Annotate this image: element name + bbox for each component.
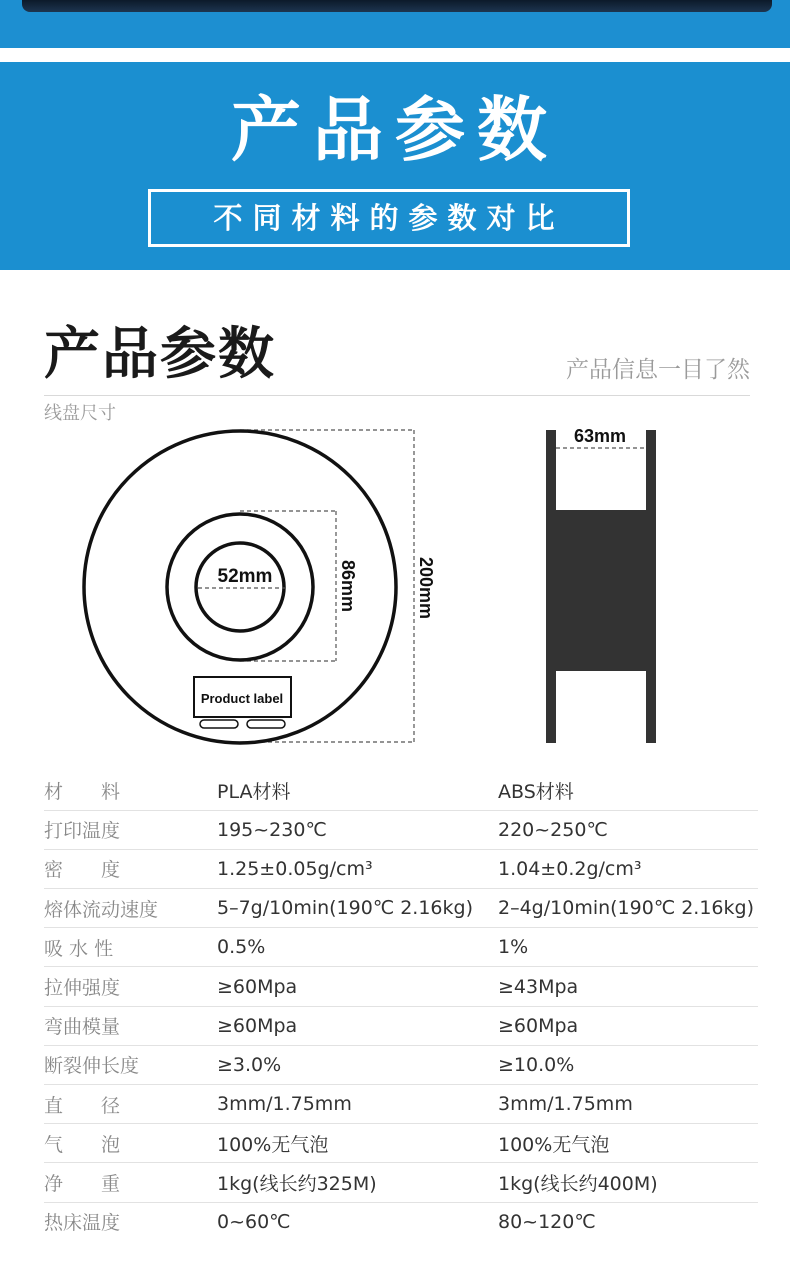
banner-subtitle: 不同材料的参数对比	[148, 189, 630, 247]
abs-value: 1.04±0.2g/cm³	[498, 849, 758, 888]
param-name: 材 料	[44, 771, 217, 810]
pla-value: 1.25±0.05g/cm³	[217, 849, 498, 888]
pla-value: PLA材料	[217, 771, 498, 810]
inner-hole-dimension: 52mm	[217, 566, 273, 587]
param-name: 气 泡	[44, 1124, 217, 1163]
pla-value: 100%无气泡	[217, 1124, 498, 1163]
abs-value: ≥10.0%	[498, 1045, 758, 1084]
spool-side-view	[546, 430, 656, 743]
abs-value: 1kg(线长约400M)	[498, 1163, 758, 1202]
table-row	[44, 1006, 758, 1045]
param-name: 热床温度	[44, 1212, 121, 1235]
parameter-table	[44, 771, 758, 1241]
table-row	[44, 810, 758, 849]
param-name: 直 径	[44, 1085, 217, 1124]
pla-value: ≥60Mpa	[217, 967, 498, 1006]
top-shadow	[22, 0, 772, 12]
inner-hole-circle	[196, 543, 284, 631]
slot-left	[200, 720, 238, 728]
abs-value: 220~250℃	[498, 810, 758, 849]
pla-value: 0~60℃	[217, 1210, 291, 1233]
pla-value: 1kg(线长约325M)	[217, 1163, 498, 1202]
pla-value: 0.5%	[217, 928, 498, 967]
table-row	[44, 1045, 758, 1084]
abs-value: 3mm/1.75mm	[498, 1085, 758, 1124]
param-name: 吸 水 性	[44, 928, 217, 967]
section-title: 产品参数	[44, 322, 276, 387]
abs-value: ≥43Mpa	[498, 967, 758, 1006]
product-label-text: Product label	[200, 691, 284, 706]
abs-value: ABS材料	[498, 771, 758, 810]
param-name: 净 重	[44, 1163, 217, 1202]
banner-title: 产品参数	[231, 89, 559, 171]
param-name: 打印温度	[44, 810, 217, 849]
pla-value: ≥3.0%	[217, 1045, 498, 1084]
table-row	[44, 967, 758, 1006]
spool-size-label: 线盘尺寸	[44, 403, 116, 424]
pla-value: ≥60Mpa	[217, 1006, 498, 1045]
abs-value: 2–4g/10min(190℃ 2.16kg)	[498, 889, 758, 928]
outer-dimension: 200mm	[416, 556, 436, 620]
param-name: 断裂伸长度	[44, 1045, 217, 1084]
abs-value: 100%无气泡	[498, 1124, 758, 1163]
param-name: 熔体流动速度	[44, 889, 217, 928]
table-row	[44, 1085, 758, 1124]
pla-value: 195~230℃	[217, 810, 498, 849]
table-row	[44, 928, 758, 967]
hub-dimension: 86mm	[338, 559, 358, 613]
top-strip	[0, 0, 790, 48]
param-name: 弯曲模量	[44, 1006, 217, 1045]
abs-value: 80~120℃	[498, 1210, 596, 1233]
pla-value: 5–7g/10min(190℃ 2.16kg)	[217, 889, 498, 928]
param-name: 拉伸强度	[44, 967, 217, 1006]
hub-circle	[167, 514, 313, 660]
param-name: 密 度	[44, 849, 217, 888]
slot-right	[247, 720, 285, 728]
table-row	[44, 889, 758, 928]
table-row	[44, 1124, 758, 1163]
abs-value: 1%	[498, 928, 758, 967]
abs-value: ≥60Mpa	[498, 1006, 758, 1045]
section-divider	[44, 395, 750, 396]
banner	[0, 62, 790, 270]
table-row	[44, 1202, 758, 1241]
width-dimension: 63mm	[573, 426, 627, 446]
spool-diagram	[0, 410, 790, 755]
table-row	[44, 849, 758, 888]
table-row	[44, 771, 758, 810]
section-subtitle: 产品信息一目了然	[566, 357, 750, 383]
table-row	[44, 1163, 758, 1202]
pla-value: 3mm/1.75mm	[217, 1085, 498, 1124]
